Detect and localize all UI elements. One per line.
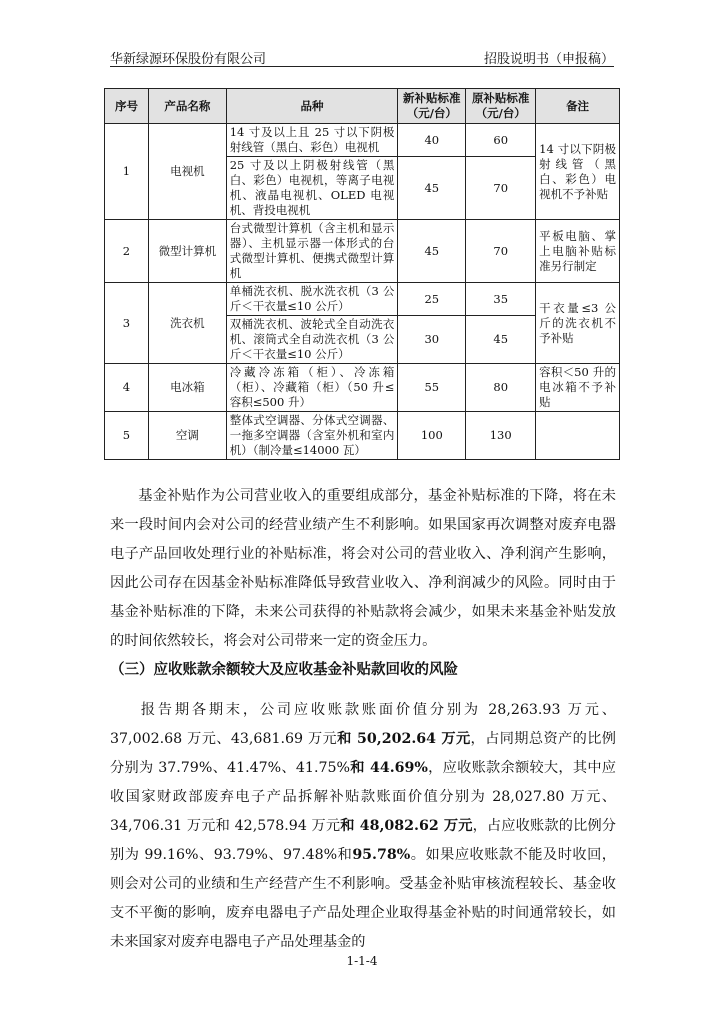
cell-new: 100: [398, 412, 466, 460]
cell-variety: 双桶洗衣机、波轮式全自动洗衣机、滚筒式全自动洗衣机（3 公斤＜干衣量≤10 公斤）: [226, 316, 398, 364]
page-number: 1-1-4: [346, 954, 378, 968]
cell-note: 容积＜50 升的电冰箱不予补贴: [536, 364, 620, 412]
table-row: [105, 124, 620, 157]
header-company: 华新绿源环保股份有限公司: [110, 52, 267, 67]
cell-old: 45: [466, 316, 536, 364]
cell-product: 微型计算机: [148, 220, 226, 283]
cell-old: 70: [466, 220, 536, 283]
cell-new: 45: [398, 157, 466, 220]
table-row: [105, 412, 620, 460]
cell-variety: 整体式空调器、分体式空调器、一拖多空调器（含室外机和室内机）（制冷量≤14000 瓦）: [226, 412, 398, 460]
cell-variety: 单桶洗衣机、脱水洗衣机（3 公斤＜干衣量≤10 公斤）: [226, 283, 398, 316]
cell-new: 40: [398, 124, 466, 157]
cell-no: 5: [105, 412, 149, 460]
section-heading: （三）应收账款余额较大及应收基金补贴款回收的风险: [110, 662, 458, 678]
cell-product: 空调: [148, 412, 226, 460]
table-row: [105, 220, 620, 283]
cell-new: 25: [398, 283, 466, 316]
cell-no: 1: [105, 124, 149, 220]
cell-product: 洗衣机: [148, 283, 226, 364]
bold-segment: 和 44.69%: [350, 760, 428, 776]
cell-new: 45: [398, 220, 466, 283]
cell-old: 35: [466, 283, 536, 316]
cell-product: 电冰箱: [148, 364, 226, 412]
cell-no: 2: [105, 220, 149, 283]
bold-segment: 和 50,202.64 万元: [337, 731, 471, 747]
cell-variety: 冷藏冷冻箱（柜）、冷冻箱（柜）、冷藏箱（柜）（50 升≤容积≤500 升）: [226, 364, 398, 412]
cell-variety: 14 寸及以上且 25 寸以下阴极射线管（黑白、彩色）电视机: [226, 124, 398, 157]
th-variety: 品种: [226, 89, 398, 124]
cell-note: [536, 412, 620, 460]
cell-no: 3: [105, 283, 149, 364]
text-segment: 报告期各期末，公司应收账款账面价值分别为 28,263.93 万元、37,002.68 万元、43,681.69 万元: [110, 702, 616, 747]
cell-old: 60: [466, 124, 536, 157]
cell-no: 4: [105, 364, 149, 412]
cell-note: 干衣量≤3 公斤的洗衣机不予补贴: [536, 283, 620, 364]
th-no: 序号: [105, 89, 149, 124]
table-header-row: [105, 89, 620, 124]
th-product: 产品名称: [148, 89, 226, 124]
cell-note: 14 寸以下阴极射线管（黑白、彩色）电视机不予补贴: [536, 124, 620, 220]
cell-old: 80: [466, 364, 536, 412]
subsidy-table: [104, 88, 620, 460]
cell-variety: 25 寸及以上阴极射线管（黑白、彩色）电视机，等离子电视机、液晶电视机、OLED 电视机、背投电视机: [226, 157, 398, 220]
bold-segment: 和 48,082.62 万元: [340, 818, 473, 834]
cell-new: 55: [398, 364, 466, 412]
th-new-standard: 新补贴标准（元/台）: [398, 89, 466, 124]
text-segment: ，应收账款余额较大，其中应收国家财政部废弃电子产品拆解补贴款账面价值分别为 28,027.80 万元、34,706.31 万元和 42,578.94 万元: [110, 760, 616, 834]
table-row: [105, 283, 620, 316]
paragraph-subsidy-impact: [110, 482, 616, 656]
bold-segment: 95.78%: [352, 847, 411, 863]
header-doc-title: 招股说明书（申报稿）: [483, 52, 614, 67]
table-row: [105, 364, 620, 412]
paragraph-receivables: [110, 696, 616, 957]
text-segment: 。如果应收账款不能及时收回，则会对公司的业绩和生产经营产生不利影响。受基金补贴审核流程较长、基金收支不平衡的影响，废弃电器电子产品处理企业取得基金补贴的时间通常较长，如未来国家对废弃电器电子产品处理基金的: [110, 847, 616, 950]
text-segment: ，占同期总资产的比例分别为 37.79%、41.47%、41.75%: [110, 731, 616, 776]
text-segment: ，占应收账款的比例分别为 99.16%、93.79%、97.48%和: [110, 818, 616, 863]
cell-new: 30: [398, 316, 466, 364]
paragraph-text: 基金补贴作为公司营业收入的重要组成部分，基金补贴标准的下降，将在未来一段时间内会对公司的经营业绩产生不利影响。如果国家再次调整对废弃电器电子产品回收处理行业的补贴标准，将会对公司的营业收入、净利润产生影响，因此公司存在因基金补贴标准降低导致营业收入、净利润减少的风险。同时由于基金补贴标准的下降，未来公司获得的补贴款将会减少，如果未来基金补贴发放的时间依然较长，将会对公司带来一定的资金压力。: [110, 488, 616, 649]
cell-note: 平板电脑、掌上电脑补贴标准另行制定: [536, 220, 620, 283]
th-note: 备注: [536, 89, 620, 124]
cell-variety: 台式微型计算机（含主机和显示器）、主机显示器一体形式的台式微型计算机、便携式微型计算机: [226, 220, 398, 283]
cell-old: 130: [466, 412, 536, 460]
cell-old: 70: [466, 157, 536, 220]
page-header: [110, 44, 614, 67]
cell-product: 电视机: [148, 124, 226, 220]
th-old-standard: 原补贴标准（元/台）: [466, 89, 536, 124]
